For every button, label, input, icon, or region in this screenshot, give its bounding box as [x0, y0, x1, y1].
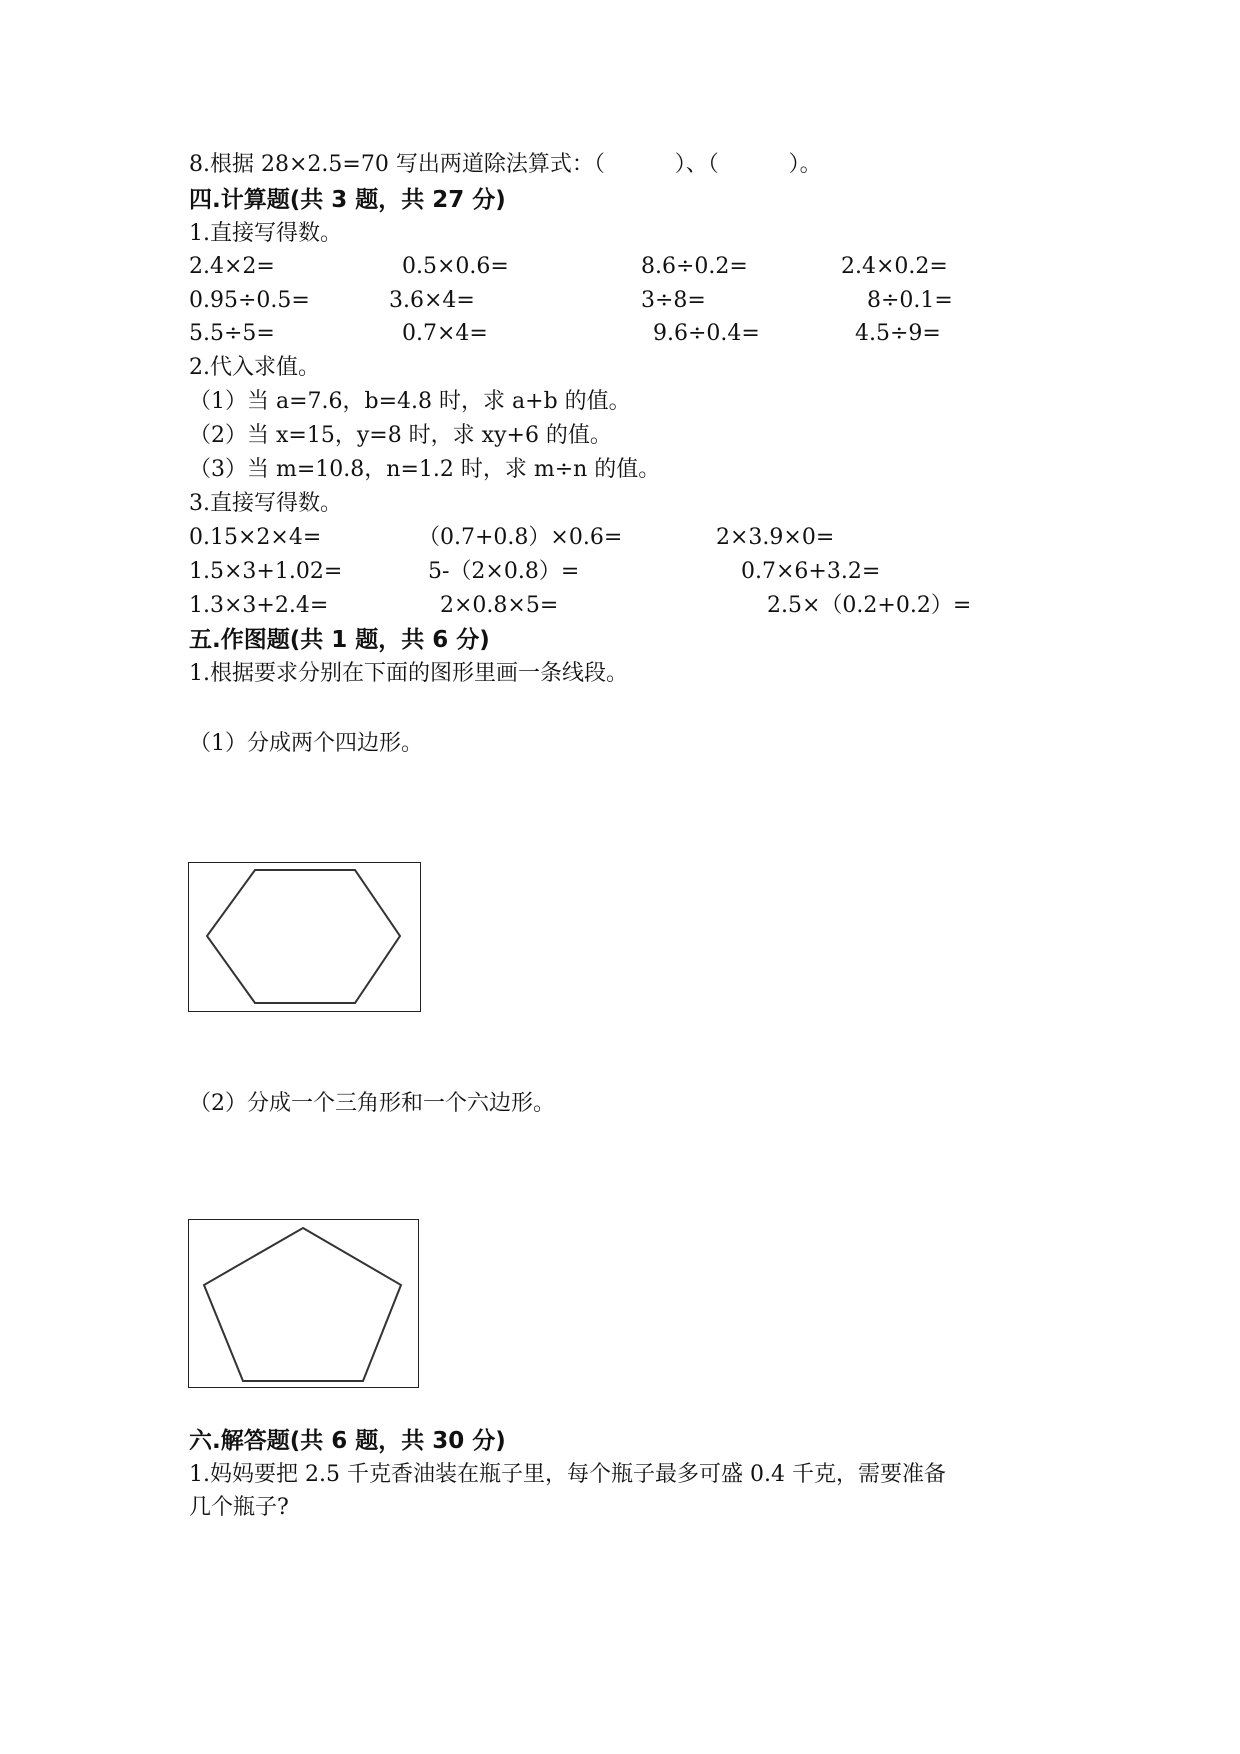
s4-q1-title: 1.直接写得数。 — [189, 221, 342, 246]
s5-q1-title: 1.根据要求分别在下面的图形里画一条线段。 — [189, 661, 628, 686]
s4-q3-title: 3.直接写得数。 — [189, 491, 342, 516]
s4-q3-cell: 5-（2×0.8）= — [428, 559, 580, 584]
s6-q1-line2: 几个瓶子? — [189, 1495, 289, 1520]
s4-q3-cell: 0.7×6+3.2= — [741, 559, 881, 584]
s4-q3-cell: 2×3.9×0= — [716, 525, 835, 550]
hexagon-figure — [188, 862, 421, 1012]
s4-q1-cell: 8.6÷0.2= — [641, 254, 748, 279]
s4-q1-cell: 9.6÷0.4= — [653, 321, 760, 346]
section-6-heading: 六.解答题(共 6 题，共 30 分) — [189, 1428, 506, 1454]
s4-q3-cell: 1.3×3+2.4= — [189, 593, 329, 618]
section-4-heading: 四.计算题(共 3 题，共 27 分) — [189, 187, 506, 213]
s4-q3-cell: 2×0.8×5= — [440, 593, 559, 618]
s4-q1-cell: 2.4×2= — [189, 254, 275, 279]
s5-q1-part1: （1）分成两个四边形。 — [189, 731, 423, 756]
s4-q1-cell: 0.95÷0.5= — [189, 288, 310, 313]
pentagon-figure — [188, 1219, 419, 1388]
question-8: 8.根据 28×2.5=70 写出两道除法算式：（ ）、（ ）。 — [189, 152, 822, 177]
s4-q1-cell: 4.5÷9= — [855, 321, 941, 346]
s4-q1-cell: 2.4×0.2= — [841, 254, 948, 279]
s4-q2-item: （1）当 a=7.6，b=4.8 时，求 a+b 的值。 — [189, 389, 631, 414]
s4-q1-cell: 3.6×4= — [389, 288, 475, 313]
s4-q3-cell: （0.7+0.8）×0.6= — [418, 525, 623, 550]
s6-q1-line1: 1.妈妈要把 2.5 千克香油装在瓶子里，每个瓶子最多可盛 0.4 千克，需要准备 — [189, 1462, 946, 1487]
s4-q1-cell: 3÷8= — [641, 288, 706, 313]
s4-q2-title: 2.代入求值。 — [189, 355, 320, 380]
s4-q3-cell: 2.5×（0.2+0.2）= — [767, 593, 972, 618]
s4-q3-cell: 1.5×3+1.02= — [189, 559, 343, 584]
hexagon-shape — [189, 863, 422, 1013]
section-5-heading: 五.作图题(共 1 题，共 6 分) — [189, 627, 490, 653]
s4-q2-item: （2）当 x=15，y=8 时，求 xy+6 的值。 — [189, 423, 612, 448]
s4-q1-cell: 0.5×0.6= — [402, 254, 509, 279]
s5-q1-part2: （2）分成一个三角形和一个六边形。 — [189, 1091, 555, 1116]
s4-q1-cell: 0.7×4= — [402, 321, 488, 346]
s4-q1-cell: 8÷0.1= — [867, 288, 953, 313]
s4-q2-item: （3）当 m=10.8，n=1.2 时，求 m÷n 的值。 — [189, 457, 661, 482]
s4-q3-cell: 0.15×2×4= — [189, 525, 322, 550]
s4-q1-cell: 5.5÷5= — [189, 321, 275, 346]
pentagon-shape — [189, 1220, 420, 1389]
